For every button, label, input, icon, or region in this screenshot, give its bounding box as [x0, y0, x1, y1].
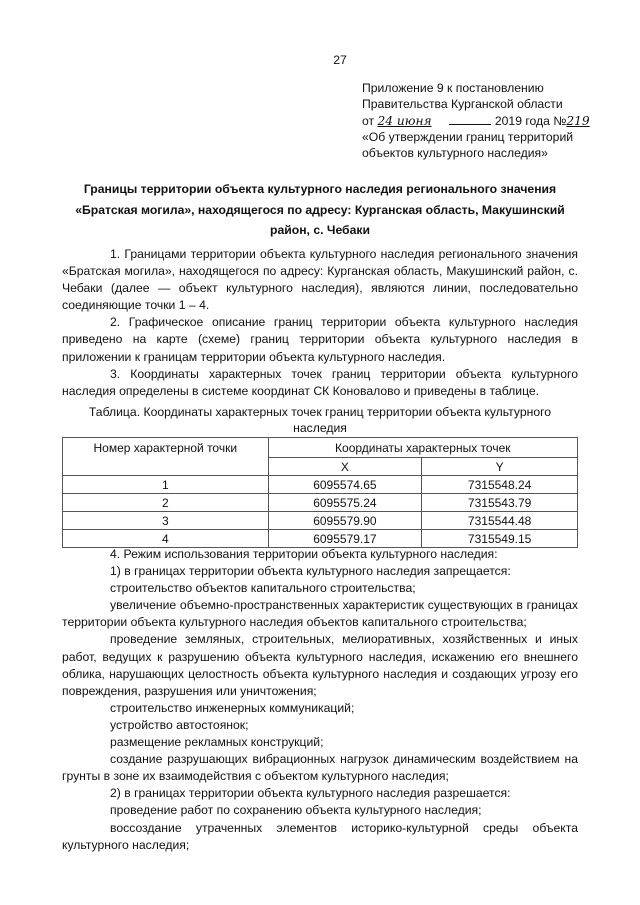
year-text: 2019 года № — [494, 113, 567, 128]
paragraph: 3. Координаты характерных точек границ территории объекта культурного наследия определены в системе координат СК Коновалово и приведены в таблице. — [62, 366, 578, 398]
handwritten-date: 24 июня — [377, 113, 432, 128]
header-y: Y — [422, 458, 578, 476]
table-row — [63, 476, 578, 494]
appendix-line: «Об утверждении границ территорий — [362, 129, 574, 144]
table-caption: Таблица. Координаты характерных точек границ территории объекта культурного наследия — [88, 405, 552, 435]
paragraph: устройство автостоянок; — [110, 717, 249, 732]
cell-y: 7315544.48 — [422, 512, 578, 530]
page-number: 27 — [333, 53, 347, 67]
paragraph: размещение рекламных конструкций; — [110, 735, 324, 750]
paragraph: увеличение объемно-пространственных характеристик существующих в границах территории объекта культурного наследия объектов капитального строительства; — [62, 598, 578, 630]
paragraph: проведение работ по сохранению объекта культурного наследия; — [110, 803, 482, 818]
cell-point: 2 — [63, 494, 269, 512]
document-title: Границы территории объекта культурного наследия регионального значения «Братская могила», находящегося по адресу: Курганская область, Макушинский район, с. Чебаки — [75, 182, 565, 237]
date-prefix: от — [362, 113, 375, 128]
appendix-line: Правительства Курганской области — [362, 97, 563, 112]
paragraph: 1) в границах территории объекта культурного наследия запрещается: — [110, 564, 511, 579]
body-top — [62, 246, 578, 400]
paragraph: проведение земляных, строительных, мелиоративных, хозяйственных и иных работ, ведущих к разрушению объекта культурного наследия, искажению его внешнего облика, нарушающих целостность объекта культурного наследия и создающих угрозу его повреждения, разрушения или уничтожения; — [62, 632, 578, 698]
paragraph: 4. Режим использования территории объекта культурного наследия: — [110, 547, 498, 561]
cell-x: 6095579.90 — [268, 512, 422, 530]
appendix-date-line — [362, 113, 590, 129]
appendix-line: объектов культурного наследия» — [362, 146, 548, 161]
paragraph: создание разрушающих вибрационных нагрузок динамическим воздействием на грунты в зоне их взаимодействия с объектом культурного наследия; — [62, 752, 578, 784]
cell-x: 6095575.24 — [268, 494, 422, 512]
paragraph: строительство объектов капитального строительства; — [110, 581, 416, 596]
cell-point: 3 — [63, 512, 269, 530]
handwritten-number: 219 — [566, 113, 590, 128]
header-x: X — [268, 458, 422, 476]
table-row — [63, 512, 578, 530]
paragraph: 2. Графическое описание границ территории объекта культурного наследия приведено на карте (схеме) границ территории объекта культурного наследия в приложении к границам территории объекта культурного наследия. — [62, 315, 578, 364]
appendix-header — [362, 80, 590, 161]
paragraph: строительство инженерных коммуникаций; — [110, 700, 355, 715]
table-row — [63, 530, 578, 548]
cell-y: 7315549.15 — [422, 530, 578, 548]
coordinates-table — [62, 437, 578, 548]
cell-y: 7315548.24 — [422, 476, 578, 494]
cell-point: 4 — [63, 530, 269, 548]
cell-x: 6095574.65 — [268, 476, 422, 494]
cell-point: 1 — [63, 476, 269, 494]
header-point: Номер характерной точки — [63, 438, 269, 476]
paragraph: 2) в границах территории объекта культурного наследия разрешается: — [110, 786, 511, 801]
table-row — [63, 494, 578, 512]
body-bottom — [62, 546, 578, 854]
paragraph: 1. Границами территории объекта культурного наследия регионального значения «Братская могила», находящегося по адресу: Курганская область, Макушинский район, с. Чебаки (далее — объект культурного наследия), являются линии, последовательно соединяющие точки 1 – 4. — [62, 247, 578, 313]
header-coords: Координаты характерных точек — [268, 438, 577, 458]
cell-x: 6095579.17 — [268, 530, 422, 548]
appendix-line: Приложение 9 к постановлению — [362, 81, 544, 95]
paragraph: воссоздание утраченных элементов историко-культурной среды объекта культурного наследия; — [62, 820, 578, 852]
cell-y: 7315543.79 — [422, 494, 578, 512]
